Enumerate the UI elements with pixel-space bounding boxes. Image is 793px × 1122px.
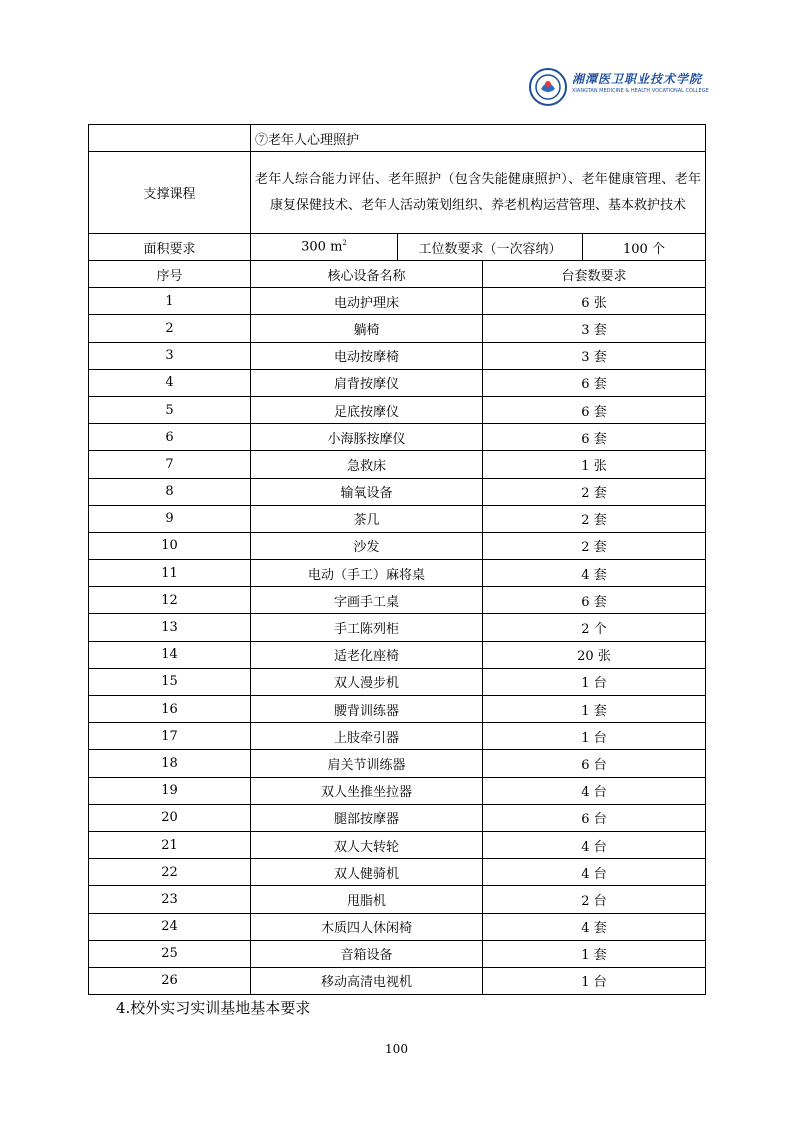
table-row	[89, 831, 706, 858]
equipment-name: 急救床	[251, 451, 483, 478]
base-info-table	[88, 124, 706, 261]
area-row	[89, 234, 706, 261]
support-label: 支撑课程	[89, 152, 251, 234]
row-index: 14	[89, 641, 251, 668]
equipment-name: 电动（手工）麻将桌	[251, 560, 483, 587]
equipment-name: 肩关节训练器	[251, 750, 483, 777]
row-index: 18	[89, 750, 251, 777]
table-row	[89, 913, 706, 940]
equipment-quantity: 2 套	[483, 478, 706, 505]
stations-label: 工位数要求（一次容纳）	[398, 234, 583, 261]
table-row	[89, 560, 706, 587]
equipment-name: 甩脂机	[251, 886, 483, 913]
table-row	[89, 859, 706, 886]
equipment-quantity: 6 张	[483, 288, 706, 315]
equipment-quantity: 1 张	[483, 451, 706, 478]
equipment-name: 电动护理床	[251, 288, 483, 315]
support-value: 老年人综合能力评估、老年照护（包含失能健康照护）、老年健康管理、老年康复保健技术、老年人活动策划组织、养老机构运营管理、基本救护技术	[251, 152, 706, 234]
row-index: 9	[89, 505, 251, 532]
area-unit-superscript: 2	[342, 239, 347, 248]
table-row	[89, 342, 706, 369]
col-header-index: 序号	[89, 261, 251, 288]
equipment-name: 音箱设备	[251, 940, 483, 967]
equipment-table-body	[89, 288, 706, 995]
row-index: 25	[89, 940, 251, 967]
equipment-name: 足底按摩仪	[251, 396, 483, 423]
equipment-quantity: 2 个	[483, 614, 706, 641]
equipment-name: 腰背训练器	[251, 696, 483, 723]
row-index: 20	[89, 804, 251, 831]
equipment-quantity: 4 套	[483, 913, 706, 940]
table-row	[89, 315, 706, 342]
equipment-quantity: 1 台	[483, 668, 706, 695]
logo-text: 湘潭医卫职业技术学院	[572, 72, 703, 86]
equipment-quantity: 4 台	[483, 777, 706, 804]
equipment-name: 小海豚按摩仪	[251, 424, 483, 451]
table-row	[89, 696, 706, 723]
table-row	[89, 451, 706, 478]
table-row	[89, 750, 706, 777]
equipment-quantity: 4 台	[483, 831, 706, 858]
equipment-quantity: 4 套	[483, 560, 706, 587]
table-row	[89, 424, 706, 451]
table-row	[89, 777, 706, 804]
equipment-name: 茶几	[251, 505, 483, 532]
row-index: 2	[89, 315, 251, 342]
area-label: 面积要求	[89, 234, 251, 261]
stations-value: 100 个	[583, 234, 706, 261]
row-index: 7	[89, 451, 251, 478]
table-row	[89, 614, 706, 641]
table-row	[89, 396, 706, 423]
table-row	[89, 668, 706, 695]
equipment-quantity: 20 张	[483, 641, 706, 668]
equipment-name: 躺椅	[251, 315, 483, 342]
equipment-quantity: 6 套	[483, 424, 706, 451]
row-index: 16	[89, 696, 251, 723]
item-row-label-cell	[89, 125, 251, 152]
col-header-equipment-name: 核心设备名称	[251, 261, 483, 288]
table-row	[89, 940, 706, 967]
equipment-name: 肩背按摩仪	[251, 369, 483, 396]
equipment-quantity: 1 套	[483, 940, 706, 967]
section-heading: 4.校外实习实训基地基本要求	[116, 999, 311, 1017]
table-row	[89, 967, 706, 994]
row-index: 1	[89, 288, 251, 315]
equipment-name: 腿部按摩器	[251, 804, 483, 831]
equipment-name: 木质四人休闲椅	[251, 913, 483, 940]
equipment-table	[88, 260, 706, 995]
equipment-name: 双人漫步机	[251, 668, 483, 695]
support-row	[89, 152, 706, 234]
equipment-quantity: 6 台	[483, 804, 706, 831]
table-row	[89, 804, 706, 831]
row-index: 19	[89, 777, 251, 804]
col-header-quantity: 台套数要求	[483, 261, 706, 288]
equipment-name: 沙发	[251, 532, 483, 559]
item-row	[89, 125, 706, 152]
equipment-quantity: 6 台	[483, 750, 706, 777]
equipment-name: 输氧设备	[251, 478, 483, 505]
row-index: 11	[89, 560, 251, 587]
row-index: 8	[89, 478, 251, 505]
equipment-name: 移动高清电视机	[251, 967, 483, 994]
equipment-quantity: 6 套	[483, 587, 706, 614]
row-index: 4	[89, 369, 251, 396]
college-emblem-icon	[528, 67, 568, 107]
row-index: 23	[89, 886, 251, 913]
row-index: 22	[89, 859, 251, 886]
equipment-name: 双人大转轮	[251, 831, 483, 858]
table-row	[89, 532, 706, 559]
row-index: 12	[89, 587, 251, 614]
equipment-name: 双人坐推坐拉器	[251, 777, 483, 804]
college-logo	[528, 66, 710, 108]
table-row	[89, 369, 706, 396]
row-index: 17	[89, 723, 251, 750]
row-index: 24	[89, 913, 251, 940]
equipment-quantity: 1 台	[483, 723, 706, 750]
table-row	[89, 587, 706, 614]
equipment-quantity: 6 套	[483, 396, 706, 423]
row-index: 10	[89, 532, 251, 559]
table-row	[89, 288, 706, 315]
row-index: 26	[89, 967, 251, 994]
table-row	[89, 723, 706, 750]
equipment-name: 电动按摩椅	[251, 342, 483, 369]
equipment-header-row	[89, 261, 706, 288]
equipment-name: 双人健骑机	[251, 859, 483, 886]
table-row	[89, 478, 706, 505]
area-value	[251, 234, 398, 261]
equipment-quantity: 4 台	[483, 859, 706, 886]
equipment-quantity: 3 套	[483, 342, 706, 369]
equipment-name: 适老化座椅	[251, 641, 483, 668]
equipment-quantity: 2 套	[483, 505, 706, 532]
equipment-name: 手工陈列柜	[251, 614, 483, 641]
table-row	[89, 505, 706, 532]
equipment-name: 字画手工桌	[251, 587, 483, 614]
equipment-quantity: 1 套	[483, 696, 706, 723]
equipment-quantity: 1 台	[483, 967, 706, 994]
row-index: 21	[89, 831, 251, 858]
item-row-value: ⑦老年人心理照护	[251, 125, 706, 152]
area-value-text: 300 m	[301, 239, 343, 255]
equipment-quantity: 3 套	[483, 315, 706, 342]
equipment-quantity: 2 套	[483, 532, 706, 559]
row-index: 13	[89, 614, 251, 641]
page-number: 100	[385, 1042, 408, 1056]
row-index: 3	[89, 342, 251, 369]
equipment-quantity: 2 台	[483, 886, 706, 913]
table-row	[89, 886, 706, 913]
equipment-name: 上肢牵引器	[251, 723, 483, 750]
logo-subtitle: XIANGTAN MEDICINE & HEALTH VOCATIONAL COLLEGE	[572, 88, 709, 94]
row-index: 5	[89, 396, 251, 423]
row-index: 6	[89, 424, 251, 451]
equipment-quantity: 6 套	[483, 369, 706, 396]
row-index: 15	[89, 668, 251, 695]
table-row	[89, 641, 706, 668]
